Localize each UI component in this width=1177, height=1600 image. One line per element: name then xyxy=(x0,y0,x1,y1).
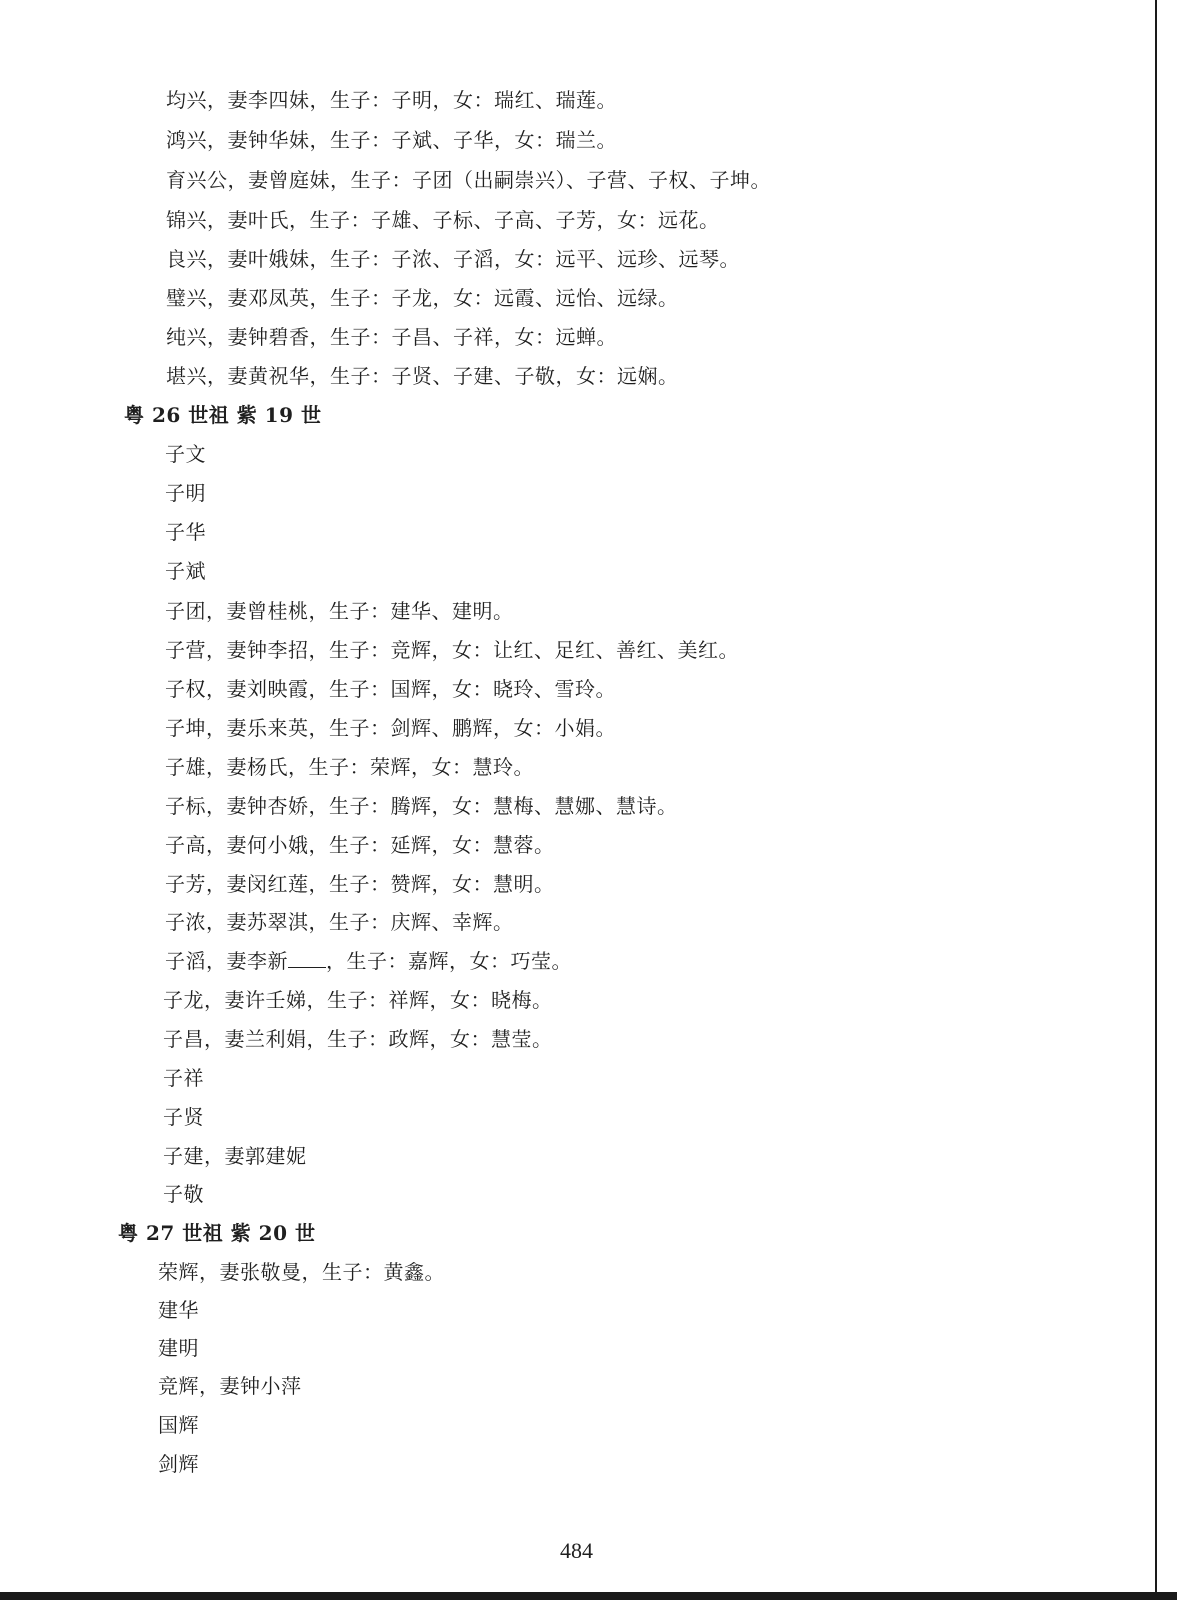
entry-text-before-blank: 子滔，妻李新 xyxy=(165,949,288,973)
genealogy-entry: 鸿兴，妻钟华妹，生子：子斌、子华，女：瑞兰。 xyxy=(166,128,617,152)
genealogy-entry: 子团，妻曾桂桃，生子：建华、建明。 xyxy=(165,599,514,623)
generation-heading-27: 粤 27 世祖 紫 20 世 xyxy=(118,1221,316,1245)
genealogy-entry: 子雄，妻杨氏，生子：荣辉，女：慧玲。 xyxy=(165,755,534,779)
genealogy-entry: 子明 xyxy=(165,481,206,505)
genealogy-entry: 子华 xyxy=(165,520,206,544)
genealogy-entry: 子祥 xyxy=(163,1066,204,1090)
genealogy-entry: 建华 xyxy=(158,1298,199,1322)
genealogy-entry: 良兴，妻叶娥妹，生子：子浓、子滔，女：远平、远珍、远琴。 xyxy=(166,247,740,271)
genealogy-entry: 国辉 xyxy=(158,1413,199,1437)
genealogy-entry: 子标，妻钟杏娇，生子：腾辉，女：慧梅、慧娜、慧诗。 xyxy=(165,794,678,818)
genealogy-entry: 子营，妻钟李招，生子：竞辉，女：让红、足红、善红、美红。 xyxy=(165,638,739,662)
right-scan-edge xyxy=(1155,0,1177,1600)
genealogy-entry: 剑辉 xyxy=(158,1452,199,1476)
genealogy-entry: 子芳，妻闵红莲，生子：赞辉，女：慧明。 xyxy=(165,872,555,896)
genealogy-entry: 子文 xyxy=(165,442,206,466)
genealogy-entry: 锦兴，妻叶氏，生子：子雄、子标、子高、子芳，女：远花。 xyxy=(166,208,720,232)
page-number: 484 xyxy=(560,1538,593,1563)
missing-name-blank xyxy=(288,949,326,968)
genealogy-entry: 子昌，妻兰利娟，生子：政辉，女：慧莹。 xyxy=(163,1027,553,1051)
genealogy-entry: 育兴公，妻曾庭妹，生子：子团（出嗣崇兴）、子营、子权、子坤。 xyxy=(166,168,771,192)
genealogy-entry: 竞辉，妻钟小萍 xyxy=(158,1374,302,1398)
genealogy-entry: 子敬 xyxy=(163,1182,204,1206)
generation-heading-26: 粤 26 世祖 紫 19 世 xyxy=(124,403,322,427)
genealogy-entry: 荣辉，妻张敬曼，生子：黄鑫。 xyxy=(158,1260,445,1284)
genealogy-entry: 子高，妻何小娥，生子：延辉，女：慧蓉。 xyxy=(165,833,555,857)
bottom-scan-edge xyxy=(0,1592,1177,1600)
genealogy-entry-with-blank xyxy=(165,949,572,973)
genealogy-entry: 璧兴，妻邓凤英，生子：子龙，女：远霞、远怡、远绿。 xyxy=(166,286,679,310)
genealogy-entry: 子浓，妻苏翠淇，生子：庆辉、幸辉。 xyxy=(165,910,514,934)
genealogy-entry: 子贤 xyxy=(163,1105,204,1129)
genealogy-entry: 子建，妻郭建妮 xyxy=(163,1144,307,1168)
genealogy-entry: 建明 xyxy=(158,1336,199,1360)
genealogy-entry: 堪兴，妻黄祝华，生子：子贤、子建、子敬，女：远娴。 xyxy=(166,364,679,388)
entry-text-after-blank: ，生子：嘉辉，女：巧莹。 xyxy=(326,949,572,973)
genealogy-entry: 子龙，妻许壬娣，生子：祥辉，女：晓梅。 xyxy=(163,988,553,1012)
genealogy-entry: 子坤，妻乐来英，生子：剑辉、鹏辉，女：小娟。 xyxy=(165,716,616,740)
genealogy-entry: 子斌 xyxy=(165,559,206,583)
genealogy-entry: 均兴，妻李四妹，生子：子明，女：瑞红、瑞莲。 xyxy=(166,88,617,112)
genealogy-entry: 纯兴，妻钟碧香，生子：子昌、子祥，女：远蝉。 xyxy=(166,325,617,349)
genealogy-entry: 子权，妻刘映霞，生子：国辉，女：晓玲、雪玲。 xyxy=(165,677,616,701)
